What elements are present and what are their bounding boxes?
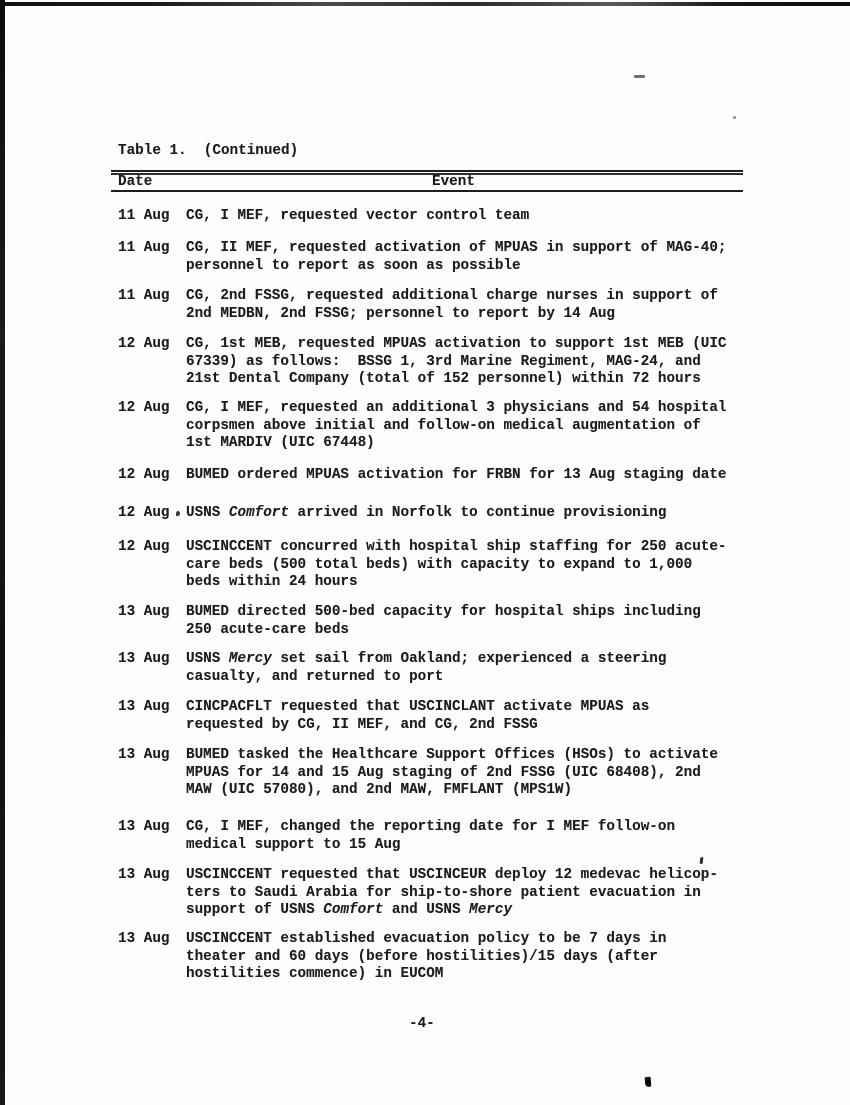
event-line: care beds (500 total beds) with capacity to expand to 1,000 [186, 556, 693, 573]
event-cell [186, 467, 727, 485]
event-line: ters to Saudi Arabia for ship-to-shore patient evacuation in [186, 884, 701, 901]
event-cell [186, 819, 675, 854]
column-header-event: Event [432, 174, 475, 190]
event-line: MAW (UIC 57080), and 2nd MAW, FMFLANT (MPS1W) [186, 782, 573, 798]
event-line: USNS Mercy set sail from Oakland; experienced a steering [186, 651, 667, 667]
event-line: medical support to 15 Aug [186, 836, 401, 853]
event-line: CG, I MEF, requested an additional 3 physicians and 54 hospital [186, 400, 727, 416]
date-cell: 11 Aug [118, 208, 170, 224]
scan-artifact-blob [645, 1077, 652, 1087]
event-cell [186, 288, 718, 323]
event-cell [186, 604, 701, 639]
ship-name: Comfort [228, 505, 289, 521]
event-line: USCINCCENT established evacuation policy to be 7 days in [186, 931, 667, 947]
event-line: USCINCCENT requested that USCINCEUR deploy 12 medevac helicop- [186, 867, 718, 883]
date-cell: 11 Aug [118, 288, 170, 304]
event-line: CINCPACFLT requested that USCINCLANT activate MPUAS as [186, 699, 650, 715]
table-top-rule [111, 170, 743, 172]
column-header-date: Date [118, 174, 153, 190]
scan-artifact-dash [634, 75, 645, 78]
event-line: personnel to report as soon as possible [186, 257, 521, 274]
event-line: support of USNS Comfort and USNS Mercy [186, 902, 513, 918]
date-cell: 13 Aug [118, 699, 170, 715]
event-cell [186, 931, 666, 984]
event-line: 67339) as follows: BSSG 1, 3rd Marine Regiment, MAG-24, and [186, 353, 701, 370]
page-number: -4- [409, 1016, 435, 1032]
event-cell [186, 208, 529, 226]
ship-name: Comfort [323, 902, 384, 918]
event-line: BUMED ordered MPUAS activation for FRBN for 13 Aug staging date [186, 467, 727, 483]
date-cell: 13 Aug [118, 604, 170, 620]
event-cell [186, 400, 727, 453]
event-line: CG, I MEF, requested vector control team [186, 208, 530, 224]
event-cell [186, 699, 649, 734]
table-top-rule-shadow [111, 173, 743, 175]
event-line: casualty, and returned to port [186, 668, 444, 685]
event-line: 21st Dental Company (total of 152 personnel) within 72 hours [186, 371, 701, 387]
event-line: CG, II MEF, requested activation of MPUAS in support of MAG-40; [186, 240, 727, 256]
event-line: 2nd MEDBN, 2nd FSSG; personnel to report by 14 Aug [186, 305, 615, 322]
event-line: CG, 1st MEB, requested MPUAS activation to support 1st MEB (UIC [186, 336, 727, 352]
scan-artifact-tick [700, 857, 704, 864]
event-line: requested by CG, II MEF, and CG, 2nd FSSG [186, 716, 538, 733]
scan-edge-top [0, 2, 850, 6]
scan-artifact-comma [176, 511, 180, 516]
date-cell: 12 Aug [118, 539, 170, 555]
ship-name: Mercy [228, 651, 272, 667]
date-cell: 13 Aug [118, 867, 170, 883]
event-line: CG, I MEF, changed the reporting date for I MEF follow-on [186, 819, 676, 835]
event-cell [186, 867, 718, 920]
date-cell: 13 Aug [118, 651, 170, 667]
event-line: USNS Comfort arrived in Norfolk to continue provisioning [186, 505, 667, 521]
date-cell: 13 Aug [118, 819, 170, 835]
event-line: 250 acute-care beds [186, 621, 350, 638]
event-line: BUMED tasked the Healthcare Support Offices (HSOs) to activate [186, 747, 718, 763]
event-line: theater and 60 days (before hostilities)/15 days (after [186, 948, 658, 965]
date-cell: 12 Aug [118, 336, 170, 352]
table-header-underline [111, 190, 743, 192]
date-cell: 12 Aug [118, 400, 170, 416]
date-cell: 12 Aug [118, 467, 170, 483]
event-cell [186, 336, 727, 389]
event-cell [186, 539, 727, 592]
event-cell [186, 240, 727, 275]
table-title: Table 1. (Continued) [118, 143, 299, 159]
event-cell [186, 651, 666, 686]
event-line: hostilities commence) in EUCOM [186, 966, 444, 982]
date-cell: 11 Aug [118, 240, 170, 256]
event-line: MPUAS for 14 and 15 Aug staging of 2nd FSSG (UIC 68408), 2nd [186, 764, 701, 781]
event-line: beds within 24 hours [186, 574, 358, 590]
date-cell: 12 Aug [118, 505, 170, 521]
event-line: BUMED directed 500-bed capacity for hospital ships including [186, 604, 701, 620]
scan-edge-left [0, 0, 5, 1105]
event-cell [186, 505, 666, 523]
event-line: CG, 2nd FSSG, requested additional charge nurses in support of [186, 288, 718, 304]
date-cell: 13 Aug [118, 931, 170, 947]
scan-artifact-dot [733, 116, 736, 119]
ship-name: Mercy [469, 902, 513, 918]
event-line: 1st MARDIV (UIC 67448) [186, 435, 375, 451]
event-cell [186, 747, 718, 800]
event-line: corpsmen above initial and follow-on medical augmentation of [186, 417, 701, 434]
date-cell: 13 Aug [118, 747, 170, 763]
event-line: USCINCCENT concurred with hospital ship staffing for 250 acute- [186, 539, 727, 555]
